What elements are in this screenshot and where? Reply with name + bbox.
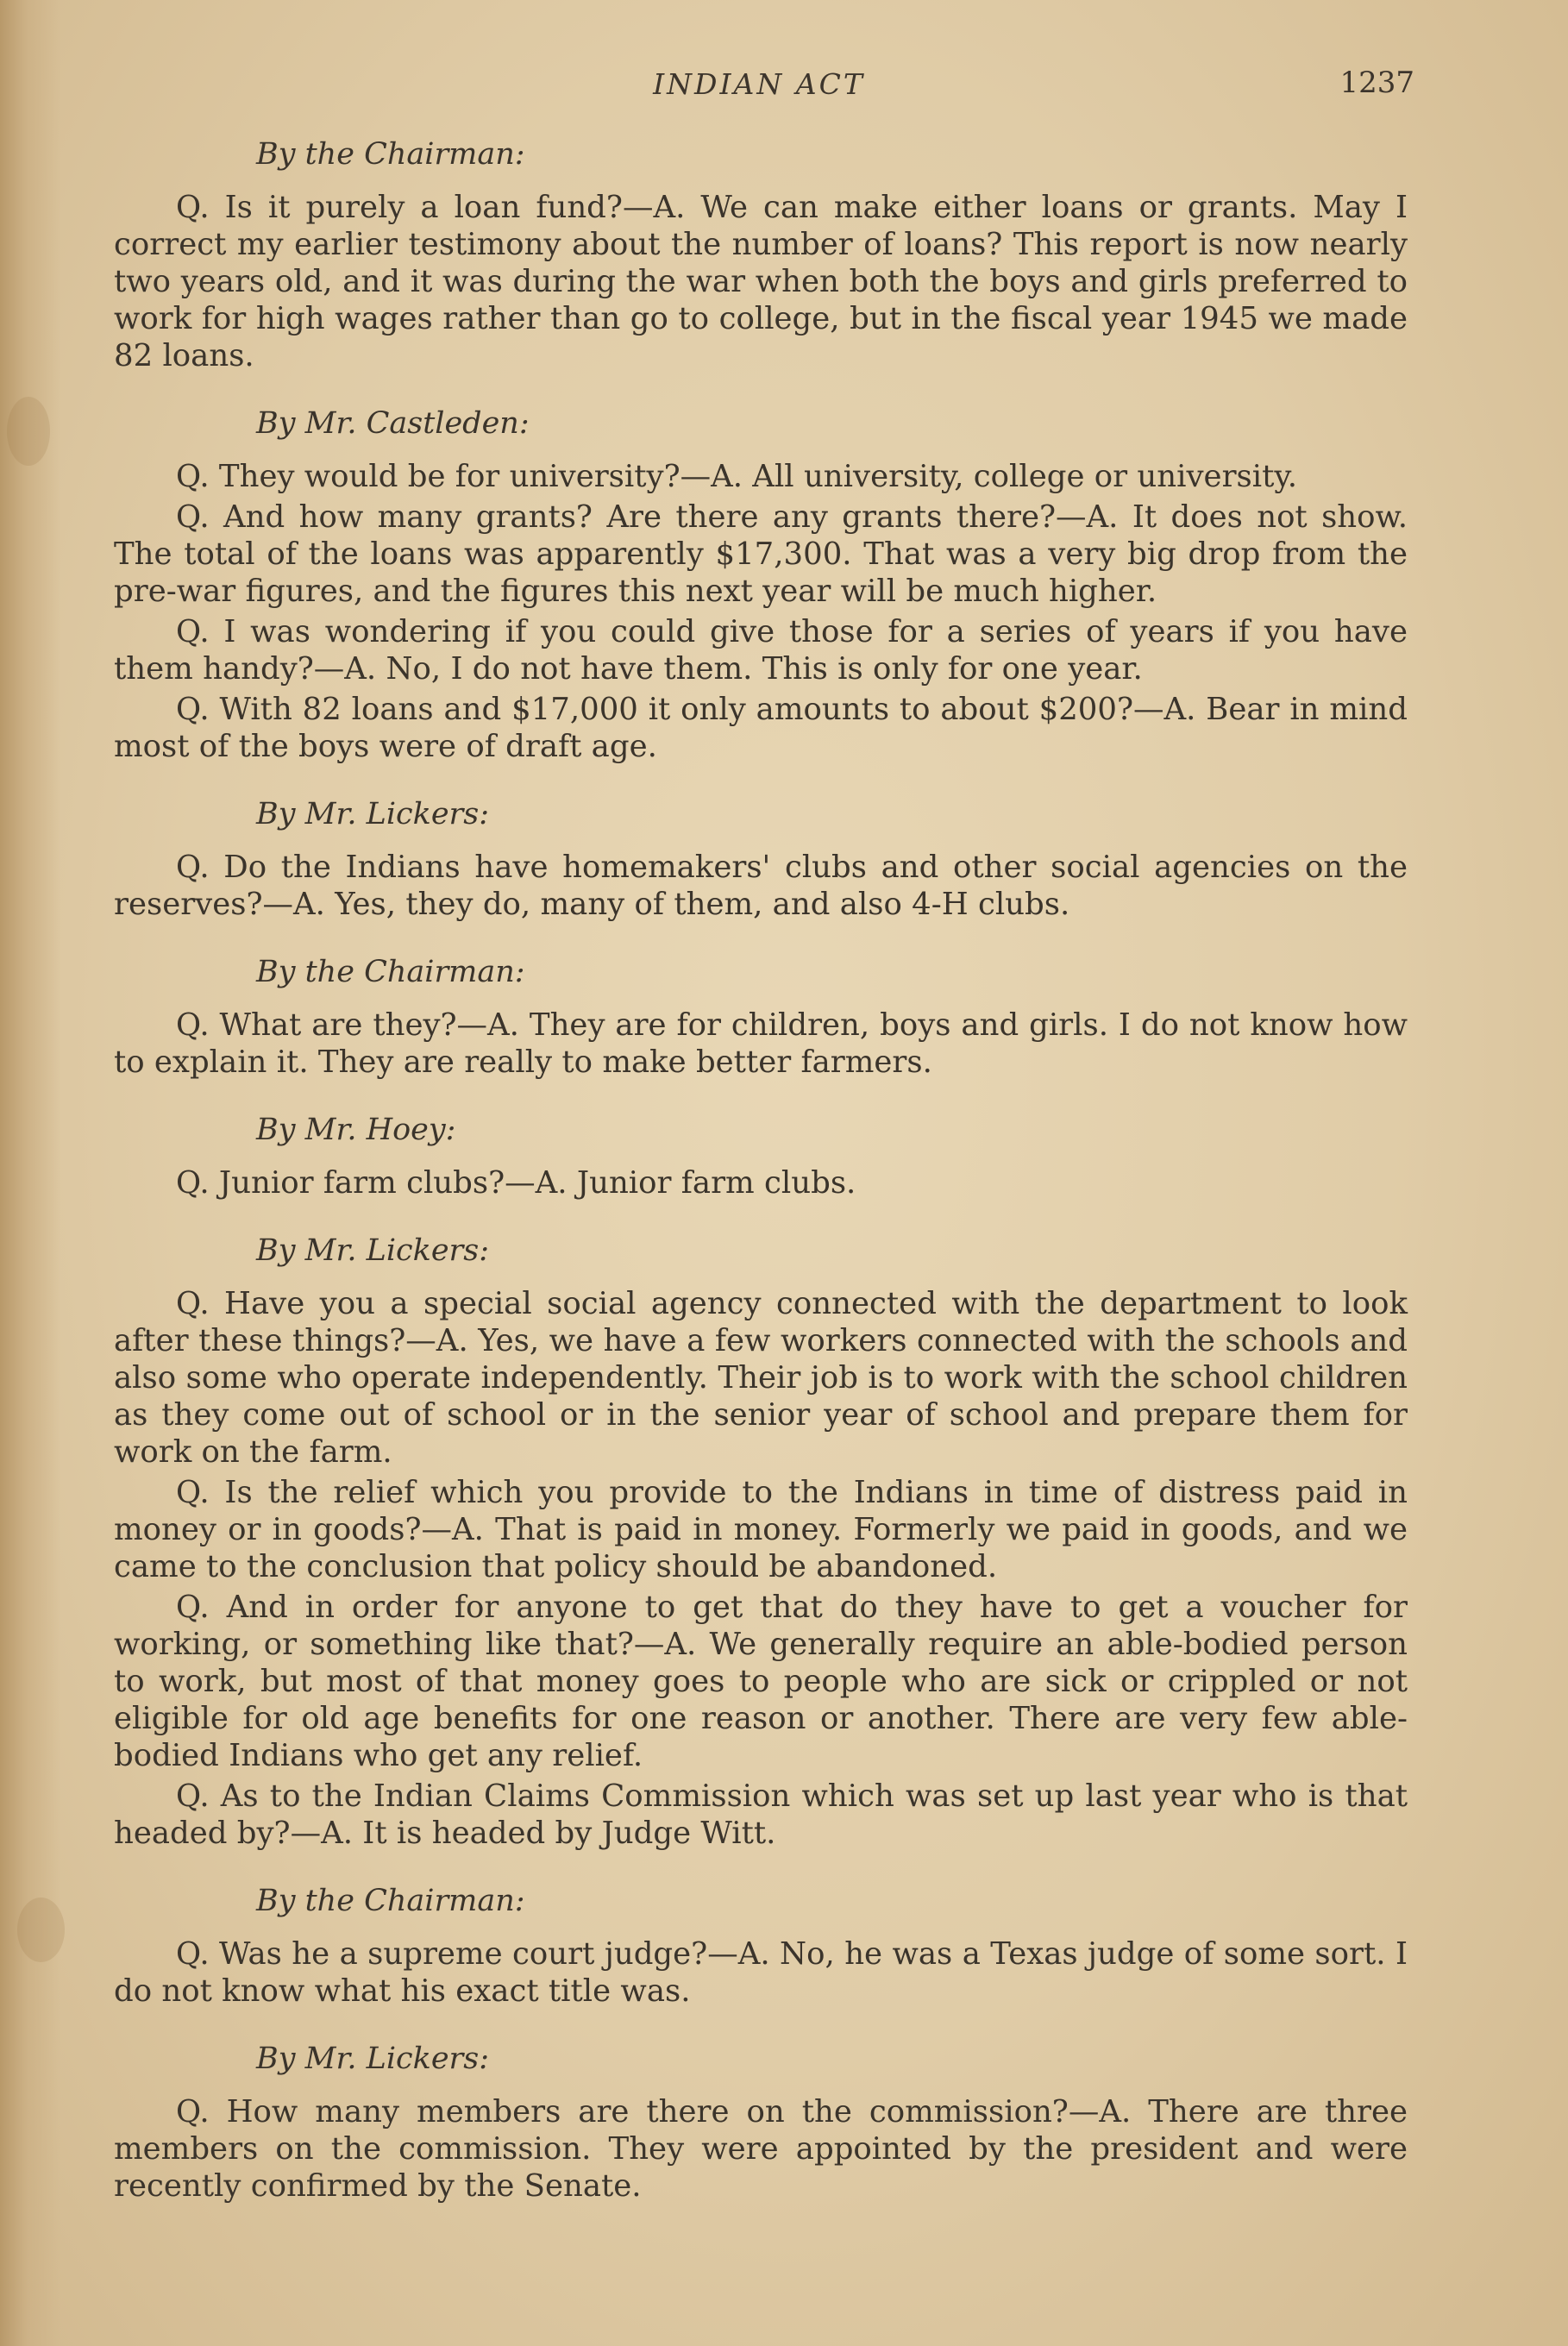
testimony-paragraph: Q. With 82 loans and $17,000 it only amounts to about $200?—A. Bear in mind most of the boys were of draft age. xyxy=(114,692,1408,764)
testimony-paragraph: Q. I was wondering if you could give those for a series of years if you have them handy?—A. No, I do not have them. This is only for one year. xyxy=(114,614,1408,687)
testimony-text xyxy=(114,129,1408,2208)
paper-stain xyxy=(17,1898,65,1962)
testimony-paragraph: Q. They would be for university?—A. All university, college or university. xyxy=(176,459,1297,494)
testimony-paragraph: Q. Is the relief which you provide to the Indians in time of distress paid in money or in goods?—A. That is paid in money. Formerly we paid in goods, and we came to the conclusion that policy should be abandoned. xyxy=(114,1475,1408,1584)
testimony-paragraph: Q. As to the Indian Claims Commission which was set up last year who is that headed by?—A. It is headed by Judge Witt. xyxy=(114,1778,1408,1851)
testimony-paragraph: Q. Is it purely a loan fund?—A. We can make either loans or grants. May I correct my earlier testimony about the number of loans? This report is now nearly two years old, and it was during the war when both the boys and girls preferred to work for high wages rather than go to college, but in the fiscal year 1945 we made 82 loans. xyxy=(114,190,1408,373)
page-header xyxy=(112,66,1414,110)
testimony-paragraph: Q. And how many grants? Are there any grants there?—A. It does not show. The total of the loans was apparently $17,300. That was a very big drop from the pre-war figures, and the figures this next year will be much higher. xyxy=(114,499,1408,609)
testimony-paragraph: Q. What are they?—A. They are for children, boys and girls. I do not know how to explain it. They are really to make better farmers. xyxy=(114,1007,1408,1080)
paper-stain xyxy=(7,397,50,466)
testimony-paragraph: Q. Have you a special social agency connected with the department to look after these things?—A. Yes, we have a few workers connected with the schools and also some who operate independently. Their job is to work with the school children as they come out of school or in the senior year of school and prepare them for work on the farm. xyxy=(114,1286,1408,1470)
speaker-heading: By Mr. Castleden: xyxy=(256,406,530,441)
testimony-paragraph: Q. Was he a supreme court judge?—A. No, he was a Texas judge of some sort. I do not know what his exact title was. xyxy=(114,1936,1408,2009)
speaker-heading: By the Chairman: xyxy=(256,1884,525,1918)
testimony-paragraph: Q. And in order for anyone to get that do they have to get a voucher for working, or something like that?—A. We generally require an able-bodied person to work, but most of that money goes to people who are sick or crippled or not eligible for old age benefits for one reason or another. There are very few able-bodied Indians who get any relief. xyxy=(114,1590,1408,1773)
speaker-heading: By Mr. Hoey: xyxy=(256,1113,456,1147)
testimony-paragraph: Q. How many members are there on the commission?—A. There are three members on the commission. They were appointed by the president and were recently confirmed by the Senate. xyxy=(114,2094,1408,2204)
testimony-paragraph: Q. Do the Indians have homemakers' clubs and other social agencies on the reserves?—A. Yes, they do, many of them, and also 4-H clubs. xyxy=(114,850,1408,922)
page-number: 1237 xyxy=(1339,66,1414,100)
running-title: INDIAN ACT xyxy=(653,67,865,101)
speaker-heading: By the Chairman: xyxy=(256,955,525,989)
speaker-heading: By Mr. Lickers: xyxy=(256,2042,490,2076)
page-binding-edge xyxy=(0,0,60,2346)
speaker-heading: By the Chairman: xyxy=(256,137,525,172)
speaker-heading: By Mr. Lickers: xyxy=(256,797,490,831)
testimony-paragraph: Q. Junior farm clubs?—A. Junior farm clubs. xyxy=(176,1165,856,1201)
speaker-heading: By Mr. Lickers: xyxy=(256,1233,490,1268)
